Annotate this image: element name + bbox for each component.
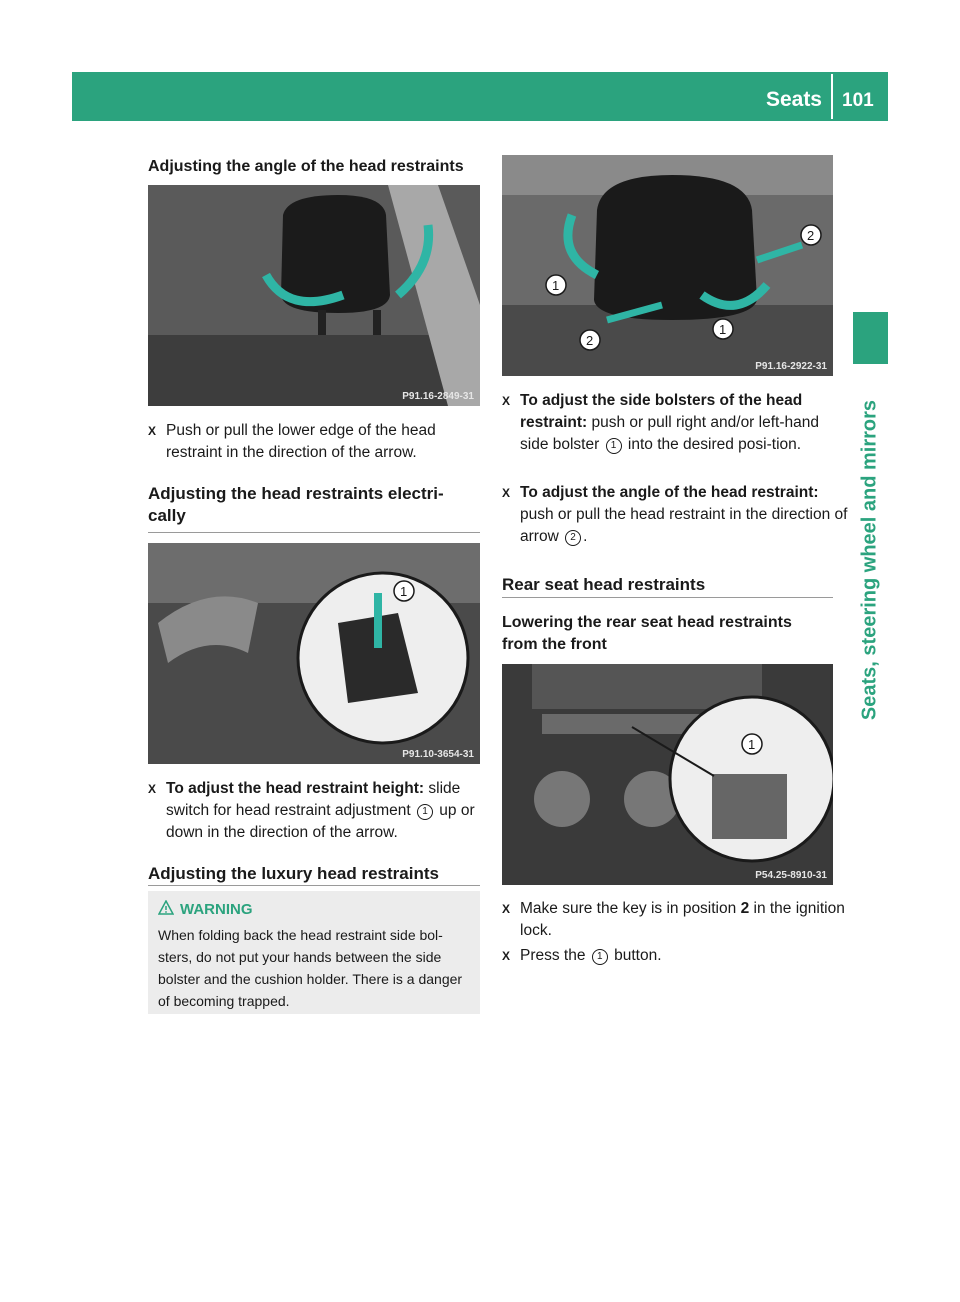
warning-box [148,891,480,1014]
callout-1: 1 [606,438,622,454]
step-text: slide switch for head restraint adjustment [166,780,461,819]
warning-title: WARNING [180,901,253,918]
warning-triangle-icon [158,900,174,916]
figure-head-restraint-angle [148,185,480,406]
figure-callout-1: 1 [719,322,727,337]
figure-luxury-head-restraint [502,155,833,376]
step-angle-luxury [502,482,850,548]
divider [148,532,480,533]
chapter-tab-label: Seats, steering wheel and mirrors [858,399,881,721]
figure-code: P91.16-2849-31 [402,391,474,402]
figure-electric-switch [148,543,480,764]
step-text: push or pull the head restraint in the direction of arrow [520,506,848,545]
step-lead: To adjust the head restraint height: [166,780,425,797]
divider [502,597,833,598]
step-text-cont: button. [614,947,662,964]
step-arrow-icon: X [502,394,511,408]
step-text-cont: in the ignition lock. [520,900,845,939]
step-lead: To adjust the angle of the head restraint: [520,484,819,501]
step-side-bolsters [502,390,850,456]
step-arrow-icon: X [502,486,511,500]
heading-rear: Rear seat head restraints [502,575,706,594]
step-text: Press the [520,947,586,964]
figure-callout-2: 2 [807,228,815,243]
step-text-cont: . [583,528,588,545]
heading-luxury: Adjusting the luxury head restraints [148,864,439,883]
step-height [148,778,486,844]
step-arrow-icon: X [148,424,157,438]
step-press-button [502,945,850,967]
callout-1: 1 [592,949,608,965]
heading-angle: Adjusting the angle of the head restraints [148,158,464,175]
chapter-tab [850,375,890,745]
step-lead: To adjust the side bolsters of the head restraint: [520,392,803,431]
page-number: 101 [842,90,874,111]
figure-code: P91.16-2922-31 [755,361,827,372]
step-text: push or pull right and/or left-hand side bolster [520,414,819,453]
figure-code: P54.25-8910-31 [755,870,827,881]
figure-callout-1: 1 [400,584,408,599]
chapter-tab-marker [853,312,888,364]
step-arrow-icon: X [502,949,511,963]
step-key-position [502,898,850,942]
figure-code: P91.10-3654-31 [402,749,474,760]
step-arrow-icon: X [148,782,157,796]
heading-lowering: Lowering the rear seat head restraints from the front [502,614,792,653]
step-text-cont: up or down in the direction of the arrow. [166,802,475,841]
step-text: Make sure the key is in position [520,900,737,917]
step-push-pull [148,420,486,464]
figure-callout-2: 2 [586,333,594,348]
step-text: Push or pull the lower edge of the head restraint in the direction of the arrow. [166,422,436,461]
key-position: 2 [740,900,750,917]
step-arrow-icon: X [502,902,511,916]
divider [148,885,480,886]
section-title: Seats [765,88,822,111]
heading-electric: Adjusting the head restraints electri-cally [148,484,444,525]
figure-callout-1: 1 [748,737,756,752]
callout-1: 1 [417,804,433,820]
callout-2: 2 [565,530,581,546]
warning-text: When folding back the head restraint side bol-sters, do not put your hands between the side bolster and the cushion holder. There is a danger of becoming trapped. [158,927,463,1009]
figure-callout-1: 1 [552,278,560,293]
figure-rear-restraint-button [502,664,833,885]
header-divider [831,74,833,119]
step-text-cont: into the desired posi-tion. [627,436,802,453]
